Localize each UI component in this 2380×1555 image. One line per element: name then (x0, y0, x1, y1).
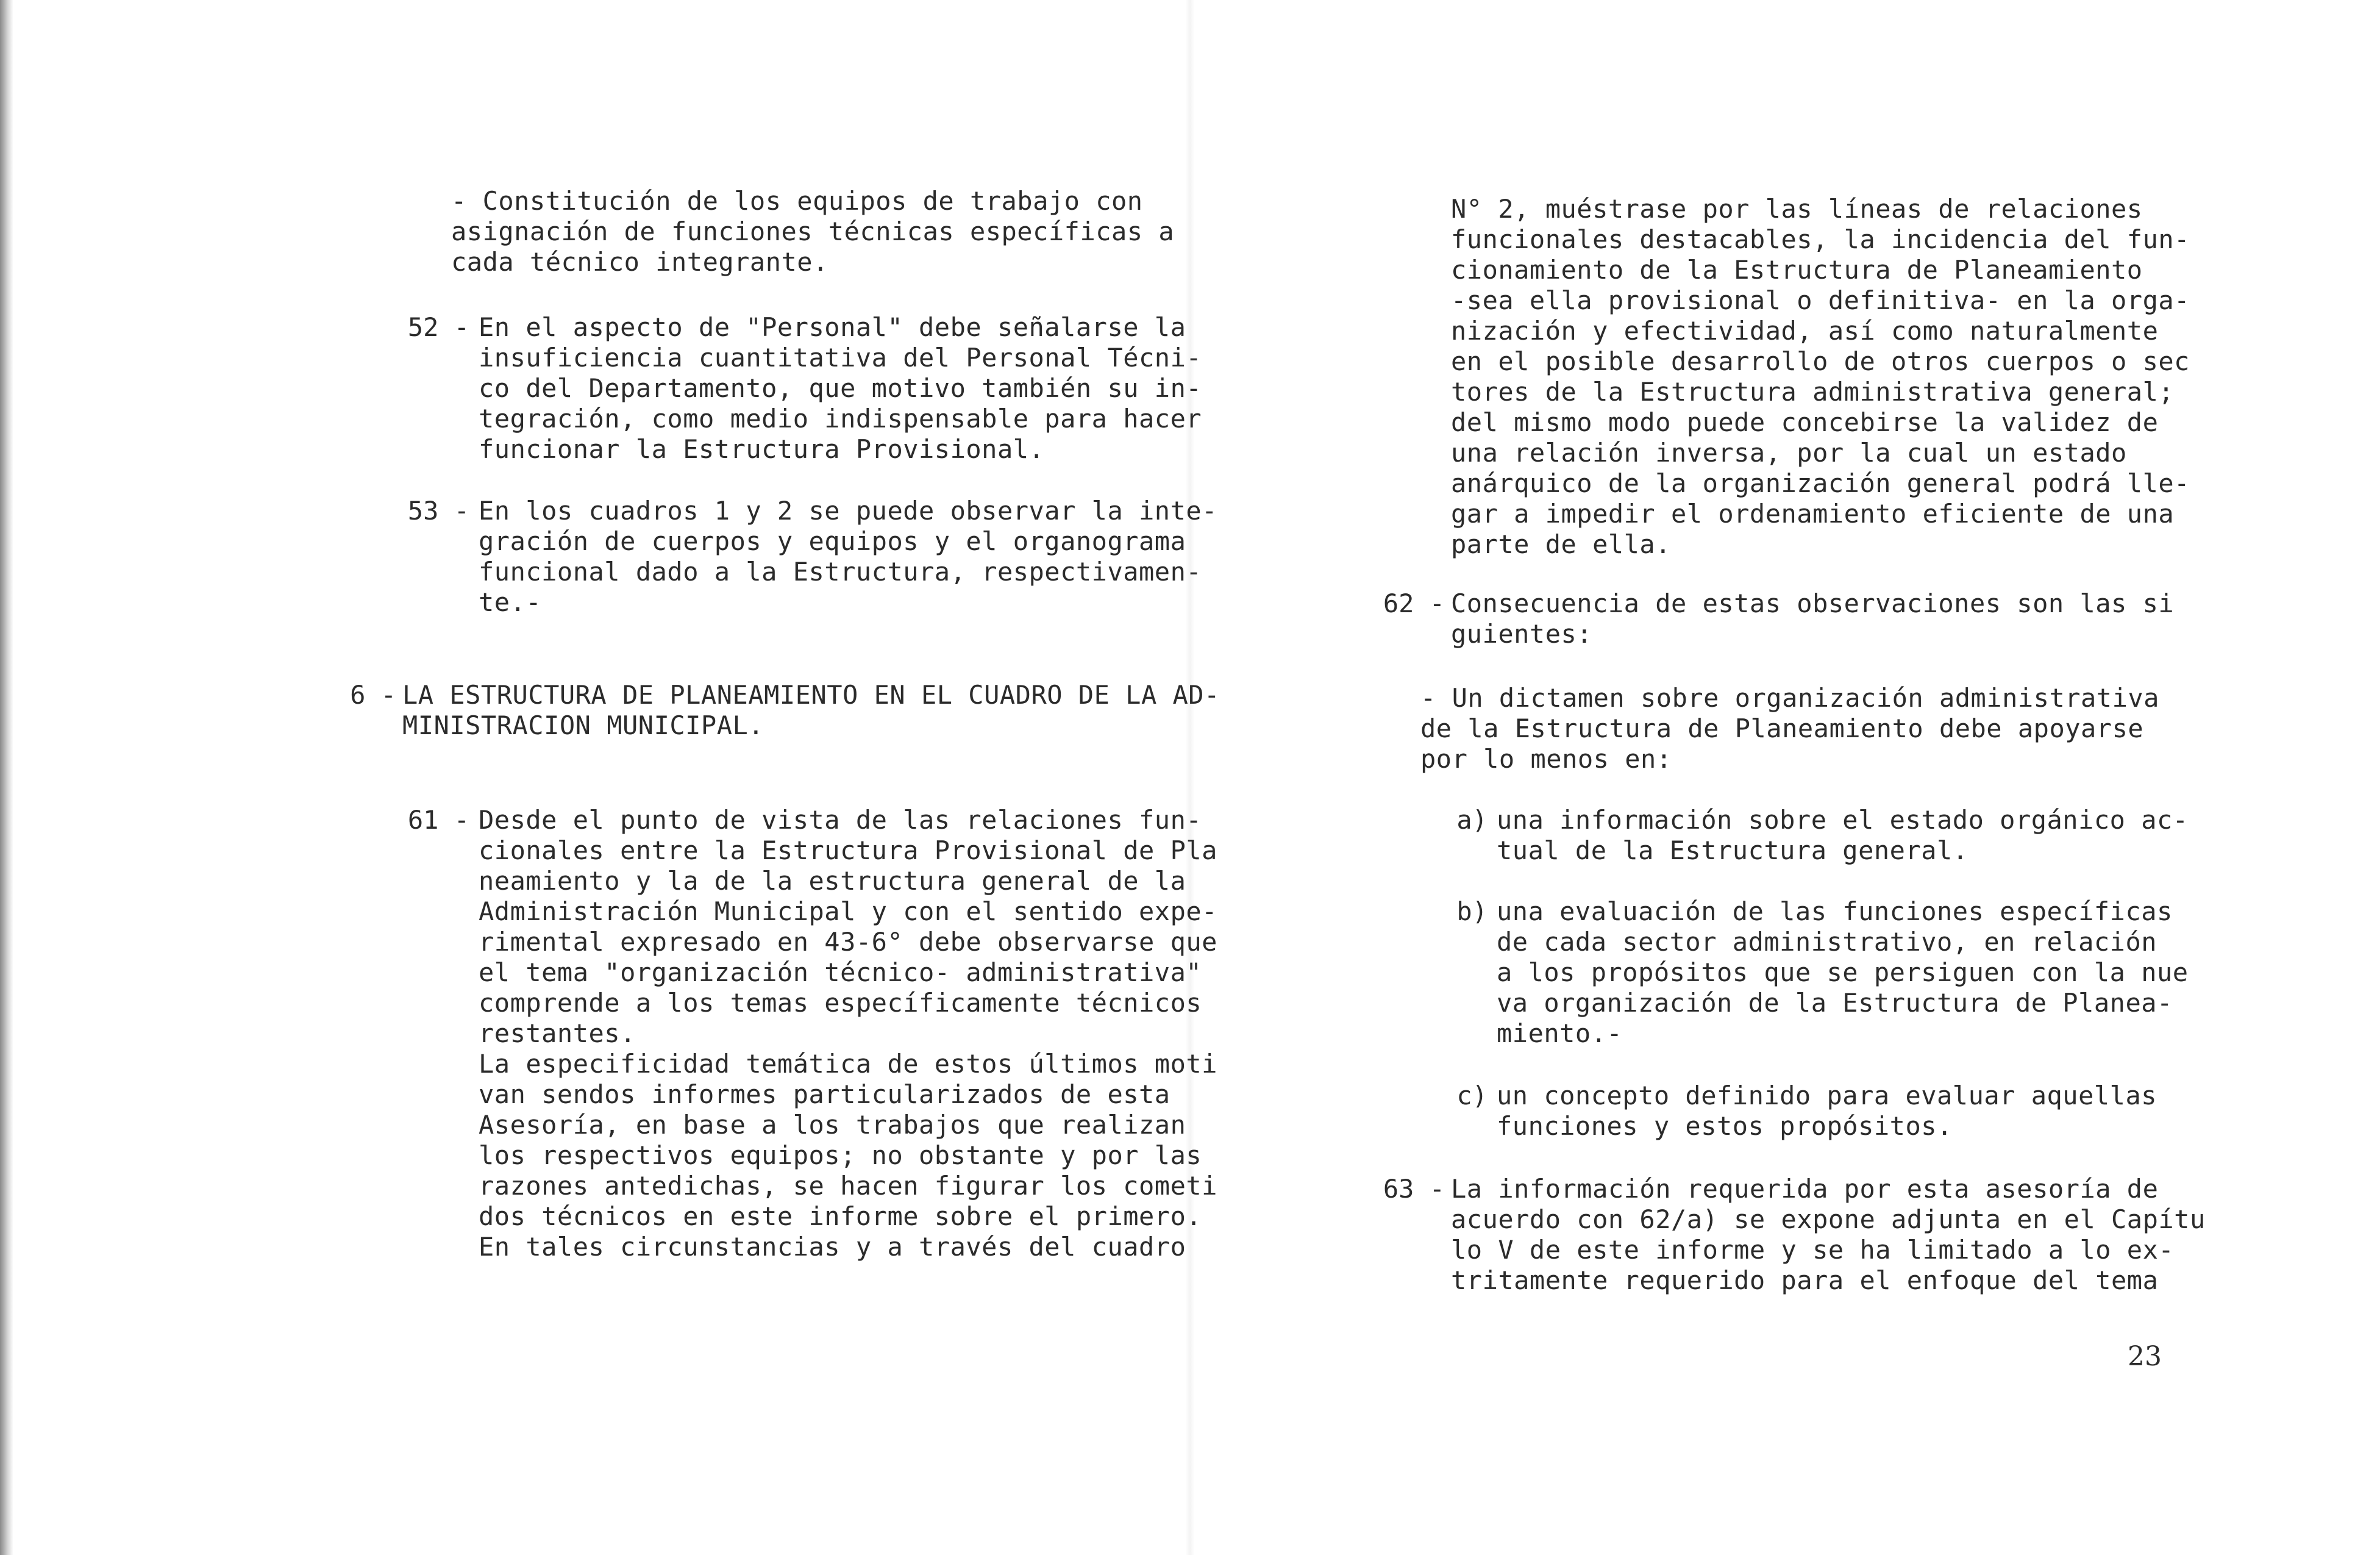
left-text-line: funcional dado a la Estructura, respectivamen- (479, 557, 1202, 587)
right-text-line: gar a impedir el ordenamiento eficiente de una (1451, 499, 2175, 529)
left-text-line: restantes. (479, 1018, 636, 1048)
left-text-line: LA ESTRUCTURA DE PLANEAMIENTO EN EL CUADRO DE LA AD- (402, 680, 1220, 710)
left-text-line: MINISTRACION MUNICIPAL. (402, 710, 764, 740)
left-text-line: los respectivos equipos; no obstante y por las (479, 1140, 1202, 1170)
left-text-line: comprende a los temas específicamente técnicos (479, 988, 1202, 1018)
left-text-line: insuficiencia cuantitativa del Personal Técni- (479, 343, 1202, 373)
right-text-line: -sea ella provisional o definitiva- en la orga- (1451, 285, 2190, 315)
left-text-line: el tema "organización técnico- administrativa" (479, 957, 1202, 987)
left-paragraph-number: 61 - (407, 805, 469, 835)
left-paragraph-number: 53 - (407, 496, 469, 526)
right-text-line: funciones y estos propósitos. (1497, 1111, 1953, 1141)
right-text-line: tual de la Estructura general. (1497, 835, 1968, 865)
right-paragraph-number: c) (1456, 1081, 1488, 1110)
left-text-line: van sendos informes particularizados de esta (479, 1079, 1170, 1109)
left-text-line: funcionar la Estructura Provisional. (479, 434, 1045, 464)
left-text-line: En el aspecto de "Personal" debe señalarse la (479, 312, 1186, 342)
right-text-line: nización y efectividad, así como naturalmente (1451, 316, 2159, 346)
left-text-line: asignación de funciones técnicas específicas a (451, 216, 1175, 246)
right-text-line: lo V de este informe y se ha limitado a lo ex- (1451, 1235, 2175, 1265)
left-text-line: En los cuadros 1 y 2 se puede observar la inte- (479, 496, 1217, 526)
right-text-line: Consecuencia de estas observaciones son las si (1451, 588, 2175, 618)
left-text-line: - Constitución de los equipos de trabajo con (451, 186, 1143, 216)
right-text-line: funcionales destacables, la incidencia del fun- (1451, 224, 2190, 254)
page-number: 23 (2128, 1341, 2162, 1372)
right-text-line: N° 2, muéstrase por las líneas de relaciones (1451, 194, 2143, 224)
left-text-line: te.- (479, 587, 542, 617)
right-paragraph-number: 63 - (1383, 1174, 1445, 1204)
right-text-line: una información sobre el estado orgánico ac- (1497, 805, 2189, 835)
left-text-line: Administración Municipal y con el sentido expe- (479, 896, 1217, 926)
page-left-edge (0, 0, 13, 1555)
right-text-line: una relación inversa, por la cual un estado (1451, 438, 2127, 468)
left-text-line: dos técnicos en este informe sobre el primero. (479, 1201, 1202, 1231)
left-text-line: rimental expresado en 43-6° debe observarse que (479, 927, 1217, 957)
right-text-line: de la Estructura de Planeamiento debe apoyarse (1420, 713, 2144, 743)
right-paragraph-number: 62 - (1383, 588, 1445, 618)
left-text-line: cionales entre la Estructura Provisional de Pla (479, 835, 1217, 865)
left-text-line: En tales circunstancias y a través del cuadro (479, 1232, 1186, 1262)
left-text-line: Asesoría, en base a los trabajos que realizan (479, 1110, 1186, 1140)
left-text-line: gración de cuerpos y equipos y el organograma (479, 526, 1186, 556)
right-text-line: miento.- (1497, 1018, 1623, 1048)
right-text-line: por lo menos en: (1420, 744, 1672, 774)
right-text-line: La información requerida por esta asesoría de (1451, 1174, 2159, 1204)
right-text-line: un concepto definido para evaluar aquellas (1497, 1081, 2157, 1110)
left-text-line: tegración, como medio indispensable para hacer (479, 404, 1202, 434)
right-text-line: una evaluación de las funciones específicas (1497, 896, 2173, 926)
right-text-line: cionamiento de la Estructura de Planeamiento (1451, 255, 2143, 285)
right-paragraph-number: a) (1456, 805, 1488, 835)
left-text-line: La especificidad temática de estos últimos moti (479, 1049, 1217, 1079)
right-text-line: del mismo modo puede concebirse la validez de (1451, 407, 2159, 437)
right-paragraph-number: b) (1456, 896, 1488, 926)
right-text-line: tores de la Estructura administrativa general; (1451, 377, 2175, 407)
right-text-line: en el posible desarrollo de otros cuerpos o sec (1451, 346, 2190, 376)
right-text-line: anárquico de la organización general podrá lle- (1451, 468, 2190, 498)
right-text-line: acuerdo con 62/a) se expone adjunta en el Capítu (1451, 1204, 2206, 1234)
page-fold (1186, 0, 1194, 1555)
right-text-line: de cada sector administrativo, en relación (1497, 927, 2157, 957)
right-text-line: guientes: (1451, 619, 1593, 649)
left-text-line: co del Departamento, que motivo también su in- (479, 373, 1202, 403)
left-paragraph-number: 52 - (407, 312, 469, 342)
left-text-line: neamiento y la de la estructura general de la (479, 866, 1186, 896)
right-text-line: parte de ella. (1451, 529, 1672, 559)
right-text-line: tritamente requerido para el enfoque del tema (1451, 1265, 2159, 1295)
left-text-line: cada técnico integrante. (451, 247, 828, 277)
left-text-line: razones antedichas, se hacen figurar los cometi (479, 1171, 1217, 1201)
left-text-line: Desde el punto de vista de las relaciones fun- (479, 805, 1202, 835)
left-paragraph-number: 6 - (350, 680, 396, 710)
right-text-line: - Un dictamen sobre organización administrativa (1420, 683, 2159, 713)
right-text-line: va organización de la Estructura de Planea- (1497, 988, 2173, 1018)
right-text-line: a los propósitos que se persiguen con la nue (1497, 957, 2189, 987)
